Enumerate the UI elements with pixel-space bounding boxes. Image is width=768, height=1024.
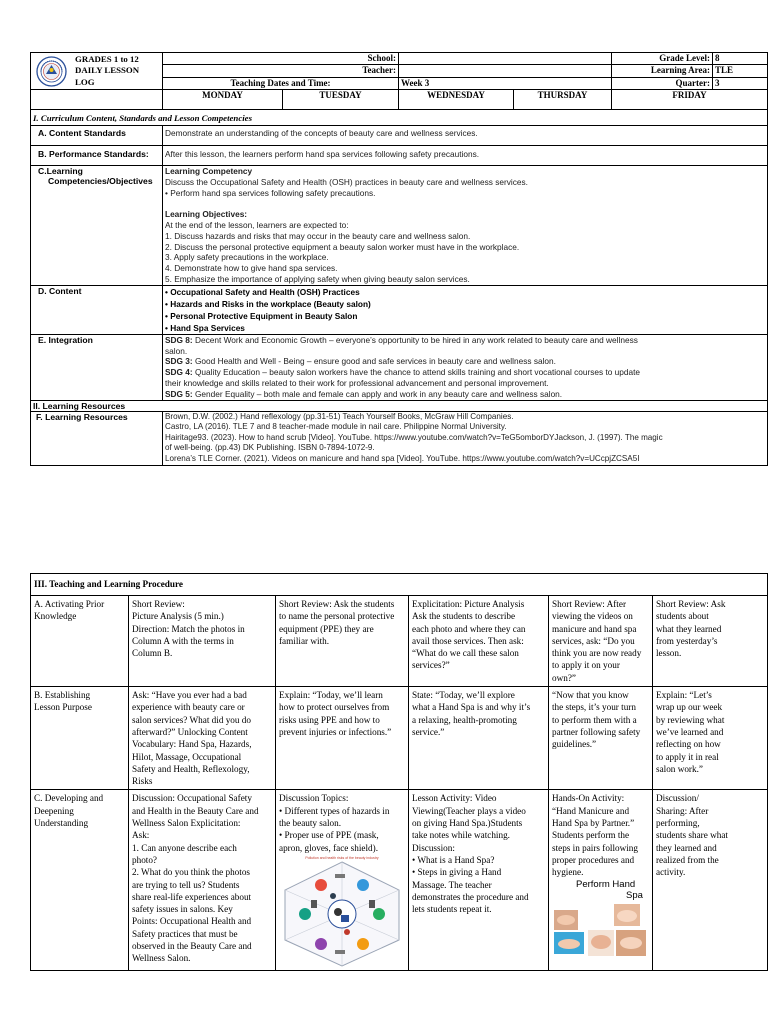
header-logo-cell [31,53,163,90]
content-item: • Occupational Safety and Health (OSH) Practices [165,286,360,297]
row-a-monday: Short Review: Picture Analysis (5 min.) Direction: Match the photos in Column A with the terms in Column B. [129,596,276,687]
infographic-caption: Pollution and health risks of the beauty industry [305,855,379,860]
sdg5-text: Gender Equality – both male and female can apply and work in any beauty care and wellness salon. [192,388,563,399]
teaching-dates-value: Week 3 [399,77,612,89]
objective-line: 5. Emphasize the importance of applying safety when giving beauty salon services. [165,273,470,284]
row-c-label: C. Developing and Deepening Understanding [31,790,129,970]
row-b-friday: Explain: “Let’s wrap up our week by reviewing what we’ve learned and reflecting on how to apply it in real salon work.” [653,687,768,790]
sdg8-label: SDG 8: [165,334,193,345]
resource-line: Brown, D.W. (2002.) Hand reflexology (pp.31-51) Teach Yourself Books, McGraw Hill Companies. [165,411,514,421]
hand-spa-title-line-2: Spa [626,889,643,901]
row-c-monday: Discussion: Occupational Safety and Health in the Beauty Care and Wellness Salon Explicitation: Ask: 1. Can anyone describe each photo? 2. What do you think the photos are trying to tell us? Students share real-life experiences about safety issues in salons. Key Points: Occupational Health and Safety practices that must be observed in the Beauty Care and Wellness Salon. [129,790,276,970]
sdg8-text: Decent Work and Economic Growth – everyone’s opportunity to be hired in any work related to beauty care and wellness [192,334,638,345]
sdg5-label: SDG 5: [165,388,193,399]
learning-resources-label: F. Learning Resources [31,411,163,465]
hazards-hexagon-icon [281,860,403,968]
objective-line: 3. Apply safety precautions in the workplace. [165,252,329,263]
row-c-wednesday: Lesson Activity: Video Viewing(Teacher plays a video on giving Hand Spa.)Students take notes while watching. Discussion: • What is a Hand Spa? • Steps in giving a Hand Massage. The teacher demonstrates the procedure and lets students repeat it. [409,790,549,970]
hand-spa-title-line-1: Perform Hand [576,878,636,890]
grade-level-label: Grade Level: [612,53,713,65]
grade-level-value: 8 [713,53,768,65]
hand-spa-image [552,880,648,958]
day-header-wednesday: WEDNESDAY [399,90,514,110]
teaching-dates-label: Teaching Dates and Time: [163,77,399,89]
objectives-heading: Learning Objectives: [165,209,248,220]
content-label: D. Content [31,285,163,334]
row-a-wednesday: Explicitation: Picture Analysis Ask the students to describe each photo and where they can avail those services. Then ask: “What do we call these salon services?” [409,596,549,687]
section-1-title: I. Curriculum Content, Standards and Lesson Competencies [31,110,768,126]
hazards-infographic [281,856,403,968]
learning-area-value: TLE [713,65,768,77]
sdg3-text: Good Health and Well - Being – ensure good and safe services in beauty care and wellness salon. [192,356,556,367]
performance-standards-text: After this lesson, the learners perform hand spa services following safety precautions. [163,146,768,166]
content-standards-text: Demonstrate an understanding of the concepts of beauty care and wellness services. [163,126,768,146]
learning-resources-text [163,411,768,465]
row-b-label: B. Establishing Lesson Purpose [31,687,129,790]
performance-standards-label: B. Performance Standards: [31,146,163,166]
objective-line: At the end of the lesson, learners are expected to: [165,219,349,230]
resource-line: Castro, LA (2016). TLE 7 and 8 teacher-made module in nail care. Philippine Normal University. [165,422,507,432]
sdg4-text: their knowledge and skills related to their work for professional advancement and personal improvement. [165,377,549,388]
header-title: GRADES 1 to 12 DAILY LESSON LOG [75,54,140,87]
row-b-wednesday: State: “Today, we’ll explore what a Hand Spa is and why it’s a relaxing, health-promoting service.” [409,687,549,790]
row-a-label: A. Activating Prior Knowledge [31,596,129,687]
sdg8-text: salon. [165,345,188,356]
competencies-label: C.Learning Competencies/Objectives [31,166,163,286]
deped-seal-icon [36,56,67,87]
resource-line: Lorena’s TLE Corner. (2021). Videos on manicure and hand spa [Video]. YouTube. https://www.youtube.com/watch?v=UCcpjZCSA5I [165,453,640,463]
school-value [399,53,612,65]
content-item: • Hazards and Risks in the workplace (Beauty salon) [165,298,371,309]
content-list [163,285,768,334]
day-header-tuesday: TUESDAY [283,90,399,110]
content-item: • Personal Protective Equipment in Beauty Salon [165,310,358,321]
teaching-procedure-table [30,573,768,971]
competencies-text [163,166,768,286]
quarter-label: Quarter: [612,77,713,89]
hand-spa-photos-icon [552,902,648,958]
sdg3-label: SDG 3: [165,356,193,367]
integration-text [163,334,768,400]
daily-lesson-log-table [30,52,768,466]
header-blank-cell [31,90,163,110]
row-b-monday: Ask: “Have you ever had a bad experience with beauty care or salon services? What did you do afterward?” Unlocking Content Vocabulary: Hand Spa, Hazards, Hilot, Massage, Occupational Safety and Health, Reflexology, Risks [129,687,276,790]
section-2-title: II. Learning Resources [31,400,768,411]
integration-label: E. Integration [31,334,163,400]
teacher-value [399,65,612,77]
row-c-thursday: Hands-On Activity: “Hand Manicure and Hand Spa by Partner.” Students perform the steps in pairs following proper procedures and hygiene. Perform Hand Spa [549,790,653,970]
row-b-thursday: “Now that you know the steps, it’s your turn to perform them with a partner following safety guidelines.” [549,687,653,790]
day-header-monday: MONDAY [163,90,283,110]
objective-line: 4. Demonstrate how to give hand spa services. [165,263,338,274]
day-header-thursday: THURSDAY [514,90,612,110]
day-header-friday: FRIDAY [612,90,768,110]
sdg4-label: SDG 4: [165,367,193,378]
content-item: • Hand Spa Services [165,322,245,333]
section-3-title: III. Teaching and Learning Procedure [31,574,768,596]
competency-line: • Perform hand spa services following safety precautions. [165,187,376,198]
sdg4-text: Quality Education – beauty salon workers have the chance to attend skills training and short vocational courses to update [192,367,641,378]
resource-line: Hairitage93. (2023). How to hand scrub [Video]. YouTube. https://www.youtube.com/watch?v=TeG5omborDYJackson, J. (1997). The magic [165,432,663,442]
row-b-tuesday: Explain: “Today, we’ll learn how to protect ourselves from risks using PPE and how to prevent injuries or infections.” [276,687,409,790]
row-c-tuesday: Discussion Topics: • Different types of hazards in the beauty salon. • Proper use of PPE (mask, apron, gloves, face shield). Pollution and health risks of the beauty industry [276,790,409,970]
row-a-tuesday: Short Review: Ask the students to name the personal protective equipment (PPE) they are familiar with. [276,596,409,687]
resource-line: of well-being. (pp.43) DK Publishing. ISBN 0-7894-1072-9. [165,443,375,453]
school-label: School: [163,53,399,65]
teacher-label: Teacher: [163,65,399,77]
row-a-thursday: Short Review: After viewing the videos on manicure and hand spa services, ask: “Do you think you are now ready to apply it on your own?” [549,596,653,687]
objective-line: 2. Discuss the personal protective equipment a beauty salon worker must have in the workplace. [165,241,520,252]
quarter-value: 3 [713,77,768,89]
row-c-friday: Discussion/ Sharing: After performing, students share what they learned and realized from the activity. [653,790,768,970]
objective-line: 1. Discuss hazards and risks that may occur in the beauty care and wellness salon. [165,230,471,241]
competency-heading: Learning Competency [165,166,253,176]
learning-area-label: Learning Area: [612,65,713,77]
competency-line: Discuss the Occupational Safety and Health (OSH) practices in beauty care and wellness services. [165,176,528,187]
row-a-friday: Short Review: Ask students about what they learned from yesterday’s lesson. [653,596,768,687]
content-standards-label: A. Content Standards [31,126,163,146]
